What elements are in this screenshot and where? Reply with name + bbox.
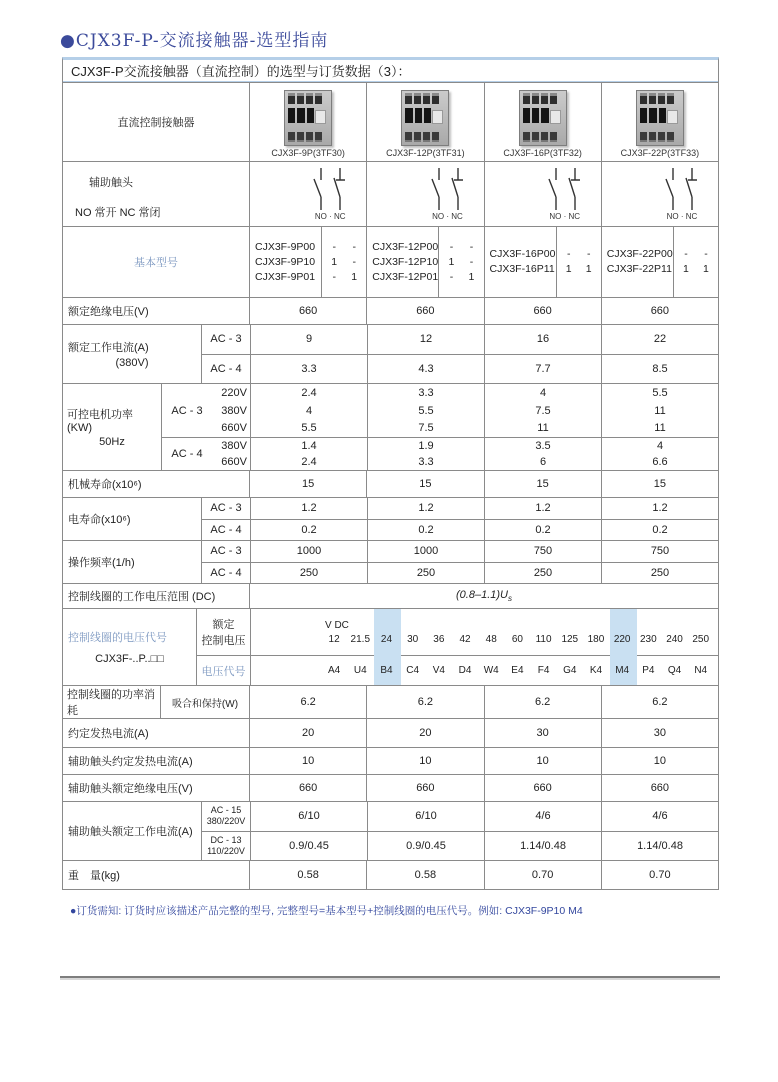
row-sublabel: 吸合和保持(W) <box>160 686 249 718</box>
model-list: CJX3F-12P00 CJX3F-12P10 CJX3F-12P01 <box>367 227 439 297</box>
rated-voltage-subrow <box>197 609 718 655</box>
value-cell: 9 <box>250 325 367 354</box>
product-column-16p <box>484 83 601 161</box>
value-cell: 0.70 <box>484 861 601 889</box>
value-cell: 3.3 <box>250 355 367 384</box>
basic-model-label: 基本型号 <box>134 257 178 269</box>
value-cell: 4/6 <box>601 802 718 831</box>
value-cell: 0.2 <box>601 520 718 541</box>
model-list: CJX3F-16P00 CJX3F-16P11 <box>485 227 557 297</box>
product-column-22p <box>601 83 718 161</box>
value-cell: 20 <box>366 719 483 747</box>
row-label: 机械寿命(x10⁶) <box>68 479 142 491</box>
utilization-category: DC - 13 110/220V <box>207 834 245 856</box>
value-cell: 1.14/0.48 <box>484 832 601 861</box>
model-list: CJX3F-9P00 CJX3F-9P10 CJX3F-9P01 <box>250 227 322 297</box>
aux-symbol-cell <box>484 162 601 226</box>
value-cell: 660 <box>249 298 366 324</box>
no-nc-caption: NO · NC <box>666 212 698 221</box>
basic-model-cell-9p <box>249 227 366 297</box>
value-cell: 10 <box>366 748 483 774</box>
utilization-category: AC - 4 <box>210 566 242 579</box>
product-model-caption: CJX3F-16P(3TF32) <box>503 148 582 158</box>
value-cell: 6/10 <box>250 802 367 831</box>
product-photo-row <box>63 82 718 161</box>
no-nc-caption: NO · NC <box>432 212 463 221</box>
electrical-life-row <box>63 497 718 540</box>
value-cell: 6.2 <box>601 686 718 718</box>
value-cell: 0.2 <box>484 520 601 541</box>
value-cell: 4/6 <box>484 802 601 831</box>
row-label: 控制线圈的工作电压范围 (DC) <box>68 591 216 603</box>
dc13-subrow <box>202 831 718 861</box>
value-cell: 660 <box>249 775 366 801</box>
value-cell: 6/10 <box>367 802 484 831</box>
value-cell: 4 6.6 <box>601 438 718 470</box>
no-nc-count-list: - - 1 - - 1 <box>331 240 358 283</box>
product-model-caption: CJX3F-9P(3TF30) <box>271 148 345 158</box>
utilization-category: AC - 3 <box>210 545 242 558</box>
value-cell: 750 <box>484 541 601 562</box>
value-cell: 0.9/0.45 <box>250 832 367 861</box>
value-cell: 0.2 <box>367 520 484 541</box>
value-cell: 4.3 <box>367 355 484 384</box>
ac4-subrow <box>202 562 718 584</box>
row-label: 可控电机功率(KW) 50Hz <box>67 409 133 448</box>
contactor-photo <box>519 90 567 146</box>
value-cell: 1000 <box>367 541 484 562</box>
ac3-subrow <box>202 498 718 519</box>
voltage-labels: 220V 380V 660V <box>221 386 247 435</box>
voltage-unit: V DC <box>325 619 349 631</box>
value-cell: 250 <box>367 563 484 584</box>
aux-contacts-label: 辅助触头 NO 常开 NC 常闭 <box>75 177 161 219</box>
value-cell: 12 <box>367 325 484 354</box>
row-label: 控制线圈的功率消耗 <box>67 689 155 717</box>
row-label: 额定工作电流(A) (380V) <box>68 342 149 369</box>
ac4-subrow <box>202 519 718 541</box>
aux-insulation-row <box>63 774 718 801</box>
value-cell: 5.5 11 11 <box>601 384 718 437</box>
aux-symbol-cell <box>366 162 483 226</box>
ac3-subrow <box>202 325 718 354</box>
value-cell: 1.2 <box>484 498 601 519</box>
row-label: 辅助触头约定发热电流(A) <box>68 756 193 768</box>
row-label: 约定发热电流(A) <box>68 728 149 740</box>
insulation-voltage-row <box>63 297 718 324</box>
value-cell: 750 <box>601 541 718 562</box>
value-cell: 3.5 6 <box>484 438 601 470</box>
voltage-values: 12 21.5 24 30 36 42 48 60 110 125 180 220 230 240 250 <box>328 633 710 645</box>
contactor-photo <box>636 90 684 146</box>
utilization-category: AC - 3 <box>210 502 242 515</box>
value-cell: 2.4 4 5.5 <box>250 384 367 437</box>
no-nc-caption: NO · NC <box>314 212 346 221</box>
utilization-category: AC - 3 <box>210 333 242 346</box>
table-header-row <box>63 60 718 82</box>
contactor-photo <box>284 90 332 146</box>
value-cell: 0.2 <box>250 520 367 541</box>
selection-table <box>62 57 719 890</box>
weight-row <box>63 860 718 889</box>
ac3-subrow <box>162 384 718 437</box>
value-cell: 22 <box>601 325 718 354</box>
ac4-subrow <box>202 354 718 384</box>
value-cell: 10 <box>601 748 718 774</box>
no-nc-contact-symbol-icon <box>545 167 585 211</box>
utilization-category: AC - 4 <box>210 523 242 536</box>
no-nc-count-list: - - 1 1 <box>683 248 709 275</box>
contactor-photo <box>401 90 449 146</box>
value-cell: 8.5 <box>601 355 718 384</box>
value-cell: 15 <box>366 471 483 497</box>
order-note: ●订货需知: 订货时应该描述产品完整的型号, 完整型号=基本型号+控制线圈的电压代号。例如: CJX3F-9P10 M4 <box>70 905 583 917</box>
voltage-code-row <box>63 608 718 685</box>
utilization-category: AC - 4 <box>171 448 203 461</box>
value-cell: 1000 <box>250 541 367 562</box>
row-label: 辅助触头额定绝缘电压(V) <box>68 783 193 795</box>
value-cell: 10 <box>249 748 366 774</box>
model-code-pattern: CJX3F-..P..□□ <box>95 653 164 665</box>
page-title: ●CJX3F-P-交流接触器-选型指南 <box>60 31 329 51</box>
value-cell: 3.3 5.5 7.5 <box>367 384 484 437</box>
no-nc-count-list: - - 1 - - 1 <box>448 240 475 283</box>
utilization-category: AC - 3 <box>171 404 203 417</box>
value-cell: 0.9/0.45 <box>367 832 484 861</box>
value-cell: 1.2 <box>250 498 367 519</box>
value-cell: 30 <box>601 719 718 747</box>
utilization-category: AC - 15 380/220V <box>206 805 246 827</box>
value-cell: 1.2 <box>601 498 718 519</box>
aux-thermal-row <box>63 747 718 774</box>
basic-model-cell-16p <box>484 227 601 297</box>
row-label: 辅助触头额定工作电流(A) <box>68 826 193 838</box>
value-cell: 1.4 2.4 <box>250 438 367 470</box>
voltage-labels: 380V 660V <box>221 440 247 469</box>
no-nc-contact-symbol-icon <box>310 167 350 211</box>
value-cell: 10 <box>484 748 601 774</box>
thermal-current-row <box>63 718 718 747</box>
aux-symbol-cell <box>601 162 718 226</box>
value-cell: 30 <box>484 719 601 747</box>
product-model-caption: CJX3F-22P(3TF33) <box>620 148 700 158</box>
value-cell: 660 <box>366 775 483 801</box>
value-cell: 20 <box>249 719 366 747</box>
value-cell: 660 <box>484 298 601 324</box>
value-cell: 6.2 <box>366 686 483 718</box>
aux-symbol-cell <box>249 162 366 226</box>
value-cell: 660 <box>484 775 601 801</box>
voltage-code-label: 控制线圈的电压代号 CJX3F-..P..□□ <box>63 609 196 685</box>
value-cell: 6.2 <box>249 686 366 718</box>
table-header-text: CJX3F-P交流接触器（直流控制）的选型与订货数据（3）： <box>71 64 411 79</box>
voltage-range-value: $(0.8-1.1)U_s$ <box>249 584 718 608</box>
row-label: 电寿命(x10⁶) <box>68 514 131 526</box>
product-column-9p <box>249 83 366 161</box>
working-current-row <box>63 324 718 383</box>
operating-frequency-row <box>63 540 718 583</box>
no-nc-contact-symbol-icon <box>428 167 468 211</box>
value-cell: 1.2 <box>367 498 484 519</box>
value-cell: 0.58 <box>249 861 366 889</box>
aux-contacts-row <box>63 161 718 226</box>
coil-power-row <box>63 685 718 718</box>
value-cell: 1.14/0.48 <box>601 832 718 861</box>
value-cell: 250 <box>250 563 367 584</box>
product-column-12p <box>366 83 483 161</box>
motor-power-row <box>63 383 718 470</box>
row-label: 重 量(kg) <box>68 870 120 882</box>
value-cell: 660 <box>601 298 718 324</box>
basic-model-cell-12p <box>366 227 483 297</box>
value-cell: 7.7 <box>484 355 601 384</box>
value-cell: 1.9 3.3 <box>367 438 484 470</box>
no-nc-caption: NO · NC <box>549 212 581 221</box>
row-label: 额定绝缘电压(V) <box>68 306 149 318</box>
value-cell: 250 <box>484 563 601 584</box>
no-nc-count-list: - - 1 1 <box>565 248 592 275</box>
voltage-code-sublabel: 电压代号 <box>201 665 246 678</box>
utilization-category: AC - 4 <box>210 362 242 375</box>
voltage-range-row <box>63 583 718 608</box>
value-cell: 15 <box>601 471 718 497</box>
basic-model-cell-22p <box>601 227 718 297</box>
value-cell: 660 <box>366 298 483 324</box>
voltage-codes: A4 U4 B4 C4 V4 D4 W4 E4 F4 G4 K4 M4 P4 Q4 N4 <box>327 665 708 676</box>
value-cell: 0.70 <box>601 861 718 889</box>
value-cell: 660 <box>601 775 718 801</box>
basic-model-row <box>63 226 718 297</box>
value-cell: 250 <box>601 563 718 584</box>
ac3-subrow <box>202 541 718 562</box>
footer-divider <box>60 976 720 980</box>
aux-working-current-row <box>63 801 718 860</box>
rated-voltage-label: 额定 控制电压 <box>201 619 246 647</box>
value-cell: 0.58 <box>366 861 483 889</box>
model-list: CJX3F-22P00 CJX3F-22P11 <box>602 227 674 297</box>
value-cell: 6.2 <box>484 686 601 718</box>
ac4-subrow <box>162 437 718 470</box>
row-label: 操作频率(1/h) <box>68 557 135 569</box>
row-label-dc-contactor: 直流控制接触器 <box>117 117 195 129</box>
value-cell: 16 <box>484 325 601 354</box>
mechanical-life-row <box>63 470 718 497</box>
voltage-code-subrow <box>197 655 718 685</box>
no-nc-contact-symbol-icon <box>662 167 702 211</box>
ac15-subrow <box>202 802 718 831</box>
value-cell: 15 <box>249 471 366 497</box>
value-cell: 15 <box>484 471 601 497</box>
value-cell: 4 7.5 11 <box>484 384 601 437</box>
product-model-caption: CJX3F-12P(3TF31) <box>386 148 465 158</box>
